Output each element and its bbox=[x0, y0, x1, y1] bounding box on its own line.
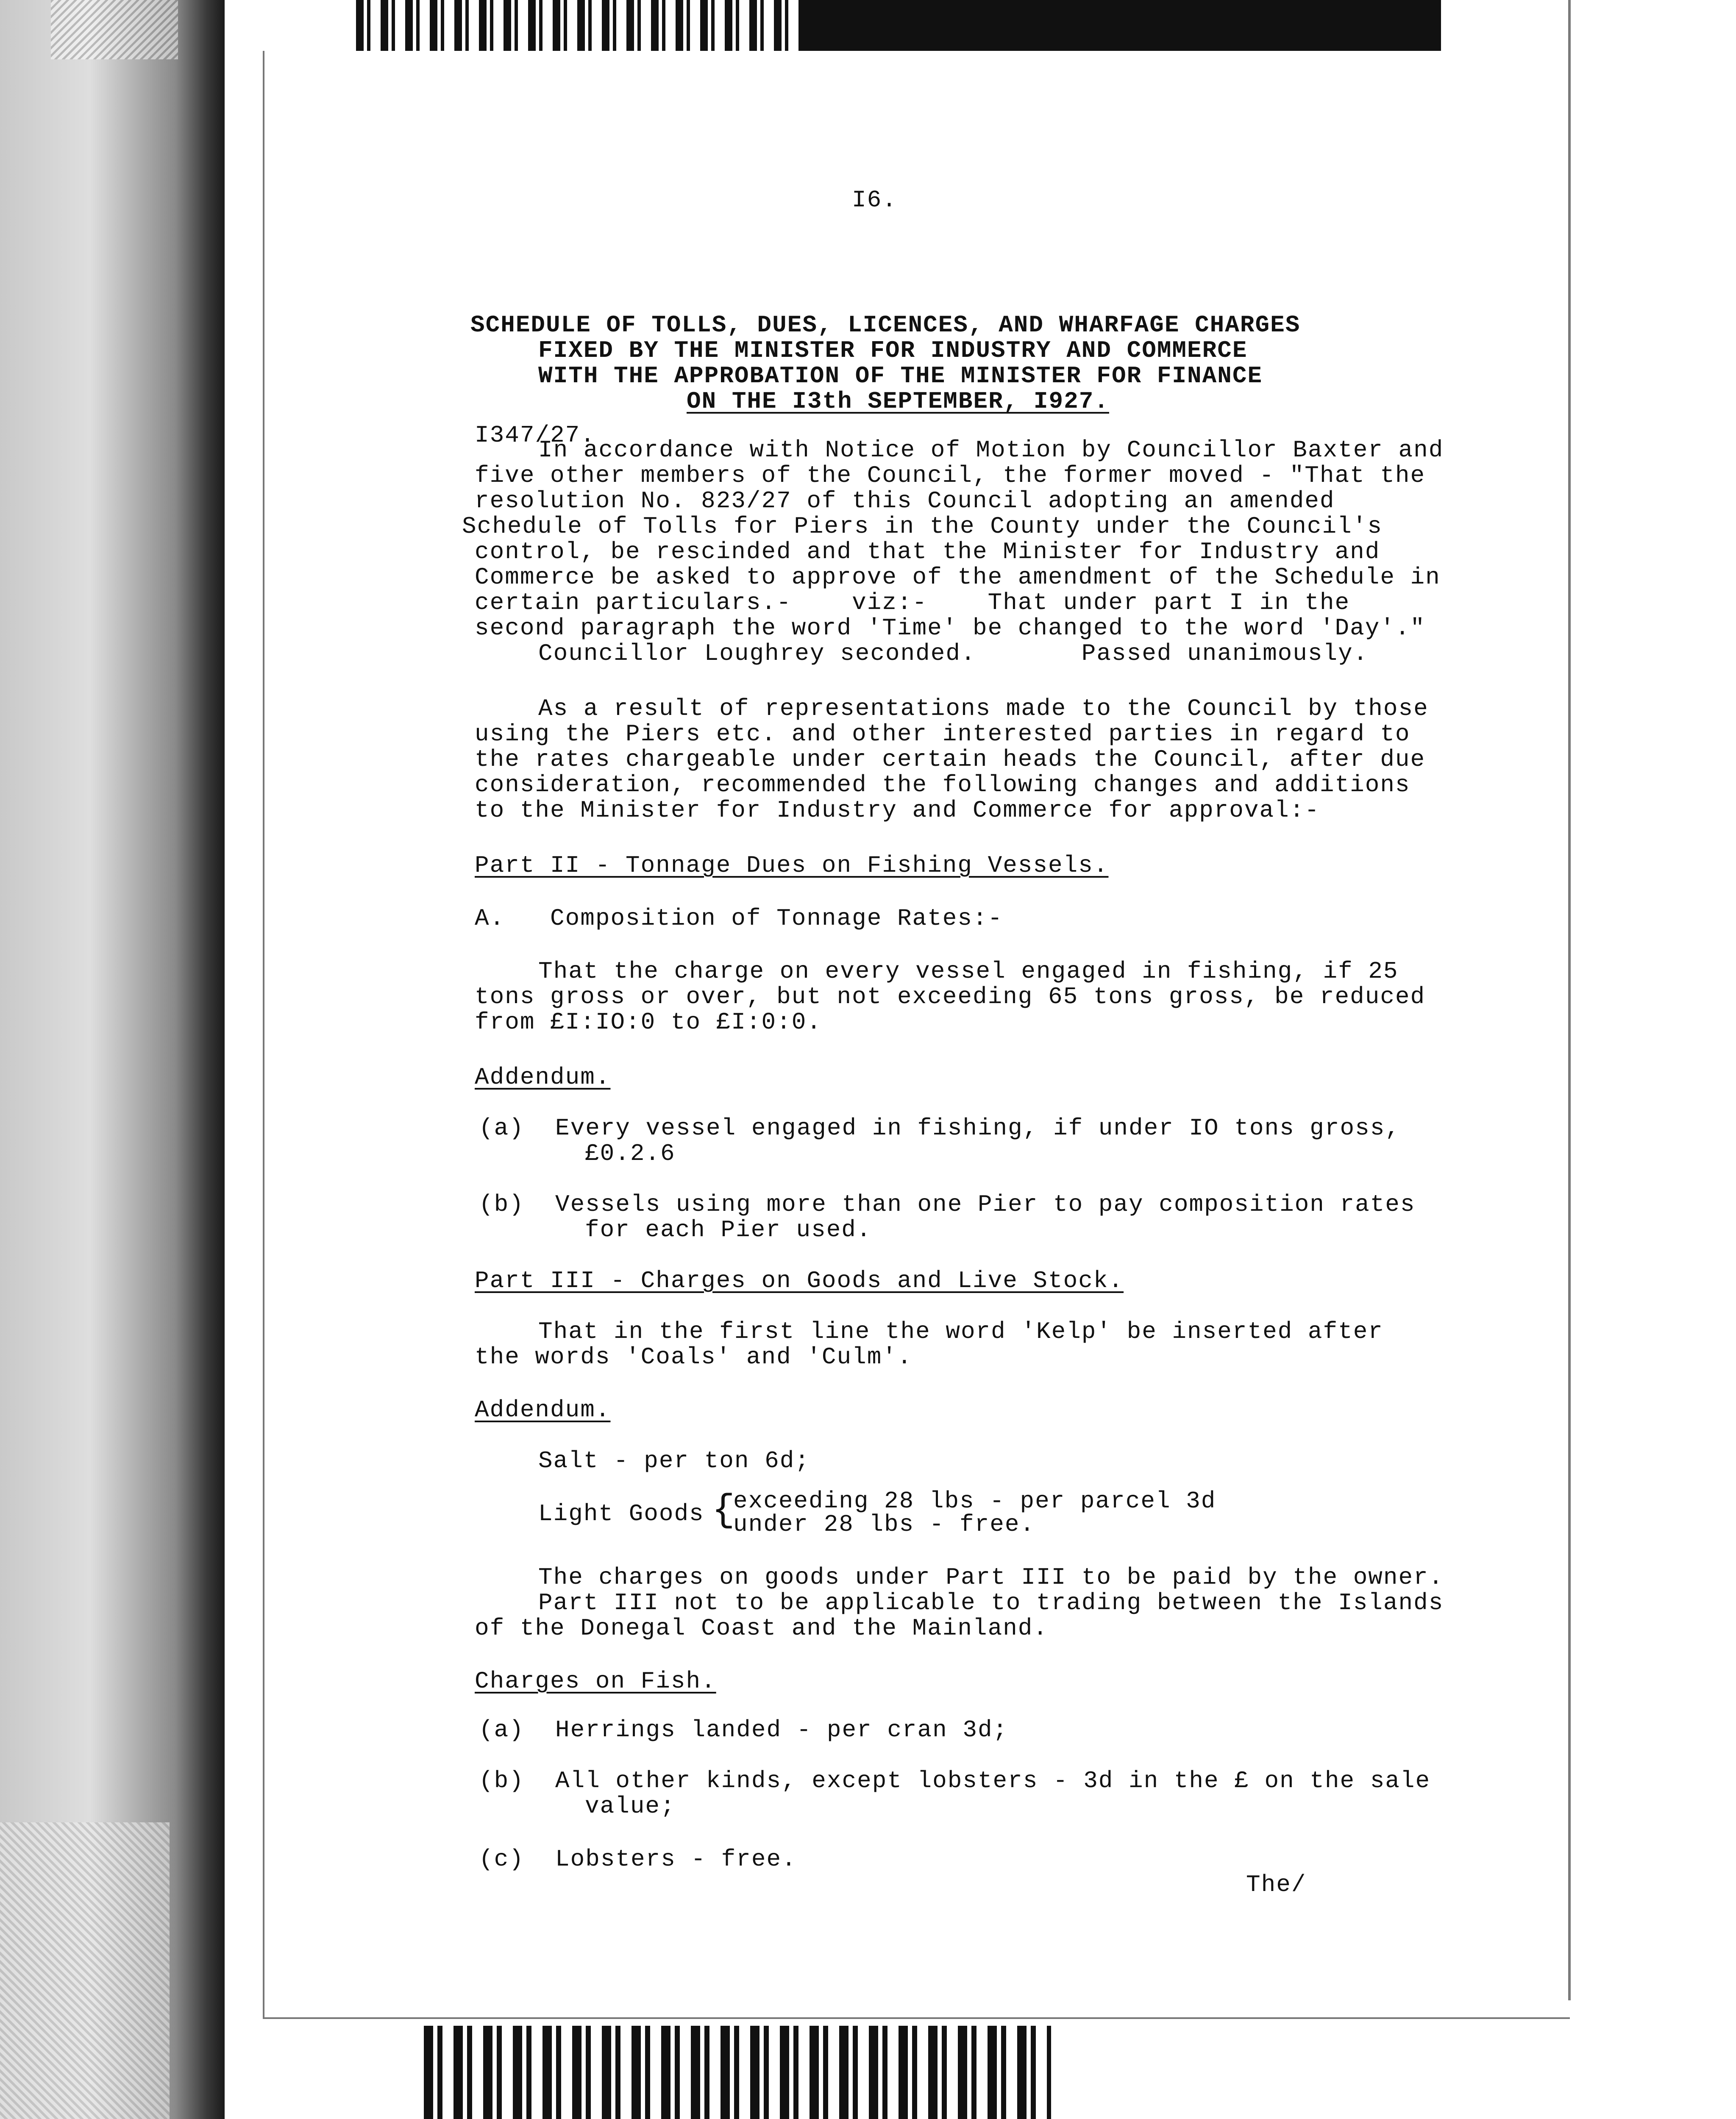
list-item-line: value; bbox=[585, 1793, 676, 1820]
list-marker: (b) bbox=[479, 1767, 524, 1794]
text-line: As a result of representations made to the Council by those bbox=[538, 695, 1429, 722]
scan-speckle bbox=[0, 1822, 170, 2119]
list-item-line: Vessels using more than one Pier to pay composition rates bbox=[555, 1191, 1416, 1218]
catchword: The/ bbox=[1246, 1871, 1307, 1898]
text-line: Commerce be asked to approve of the amendment of the Schedule in bbox=[475, 564, 1441, 591]
list-marker: (a) bbox=[479, 1716, 524, 1744]
addendum-label: Addendum. bbox=[475, 1396, 611, 1424]
scan-speckle-top bbox=[51, 0, 178, 59]
text-line: second paragraph the word 'Time' be changed to the word 'Day'." bbox=[475, 615, 1426, 642]
text-line: In accordance with Notice of Motion by Councillor Baxter and bbox=[538, 437, 1444, 464]
text-line: Councillor Loughrey seconded. Passed unanimously. bbox=[538, 640, 1369, 667]
part2-subheading: A. Composition of Tonnage Rates:- bbox=[475, 905, 1003, 932]
binding-strip-bottom bbox=[424, 2026, 1051, 2119]
heading-line: FIXED BY THE MINISTER FOR INDUSTRY AND COMMERCE bbox=[538, 337, 1248, 364]
light-goods-label: Light Goods bbox=[538, 1500, 704, 1527]
text-line: Schedule of Tolls for Piers in the County under the Council's bbox=[462, 513, 1383, 540]
part2-heading: Part II - Tonnage Dues on Fishing Vessels. bbox=[475, 852, 1109, 879]
list-item-line: Herrings landed - per cran 3d; bbox=[555, 1716, 1008, 1744]
text-line: control, be rescinded and that the Minister for Industry and bbox=[475, 538, 1380, 565]
binding-strip-top bbox=[356, 0, 1441, 51]
part3-heading: Part III - Charges on Goods and Live Stock. bbox=[475, 1267, 1124, 1294]
text-line: using the Piers etc. and other interested parties in regard to bbox=[475, 720, 1410, 748]
scan-left-margin bbox=[0, 0, 225, 2119]
list-marker: (c) bbox=[479, 1846, 524, 1873]
text-line: five other members of the Council, the former moved - "That the bbox=[475, 462, 1426, 489]
text-line: of the Donegal Coast and the Mainland. bbox=[475, 1615, 1049, 1642]
text-line: to the Minister for Industry and Commerce for approval:- bbox=[475, 797, 1320, 824]
text-line: consideration, recommended the following changes and additions bbox=[475, 771, 1410, 798]
text-line: certain particulars.- viz:- That under part I in the bbox=[475, 589, 1350, 616]
heading-line: WITH THE APPROBATION OF THE MINISTER FOR FINANCE bbox=[538, 362, 1263, 389]
salt-charge: Salt - per ton 6d; bbox=[538, 1447, 810, 1474]
light-goods-line: exceeding 28 lbs - per parcel 3d bbox=[733, 1488, 1216, 1515]
heading-date: ON THE I3th SEPTEMBER, I927. bbox=[687, 388, 1109, 415]
fish-heading: Charges on Fish. bbox=[475, 1668, 716, 1695]
text-line: from £I:IO:0 to £I:0:0. bbox=[475, 1009, 822, 1036]
text-line: the rates chargeable under certain heads the Council, after due bbox=[475, 746, 1426, 773]
list-item-line: for each Pier used. bbox=[585, 1216, 872, 1243]
text-line: resolution No. 823/27 of this Council adopting an amended bbox=[475, 487, 1335, 514]
list-item-line: All other kinds, except lobsters - 3d in the £ on the sale bbox=[555, 1767, 1431, 1794]
text-line: That the charge on every vessel engaged in fishing, if 25 bbox=[538, 958, 1399, 985]
list-item-line: Every vessel engaged in fishing, if under IO tons gross, bbox=[555, 1115, 1400, 1142]
light-goods-line: under 28 lbs - free. bbox=[733, 1511, 1035, 1538]
text-line: That in the first line the word 'Kelp' be inserted after bbox=[538, 1318, 1383, 1345]
text-line: the words 'Coals' and 'Culm'. bbox=[475, 1343, 913, 1371]
page-edge bbox=[1568, 0, 1583, 2000]
list-marker: (a) bbox=[479, 1115, 524, 1142]
brace-glyph: { bbox=[712, 1489, 736, 1532]
reference-number: I347/27. bbox=[475, 422, 595, 449]
addendum-label: Addendum. bbox=[475, 1064, 611, 1091]
text-line: Part III not to be applicable to trading between the Islands bbox=[538, 1589, 1444, 1616]
list-item-line: Lobsters - free. bbox=[555, 1846, 797, 1873]
list-item-line: £0.2.6 bbox=[585, 1140, 676, 1167]
text-line: tons gross or over, but not exceeding 65 tons gross, be reduced bbox=[475, 983, 1426, 1010]
list-marker: (b) bbox=[479, 1191, 524, 1218]
page-number: I6. bbox=[852, 186, 897, 214]
text-line: The charges on goods under Part III to be paid by the owner. bbox=[538, 1564, 1444, 1591]
heading-line: SCHEDULE OF TOLLS, DUES, LICENCES, AND WHARFAGE CHARGES bbox=[470, 311, 1301, 339]
